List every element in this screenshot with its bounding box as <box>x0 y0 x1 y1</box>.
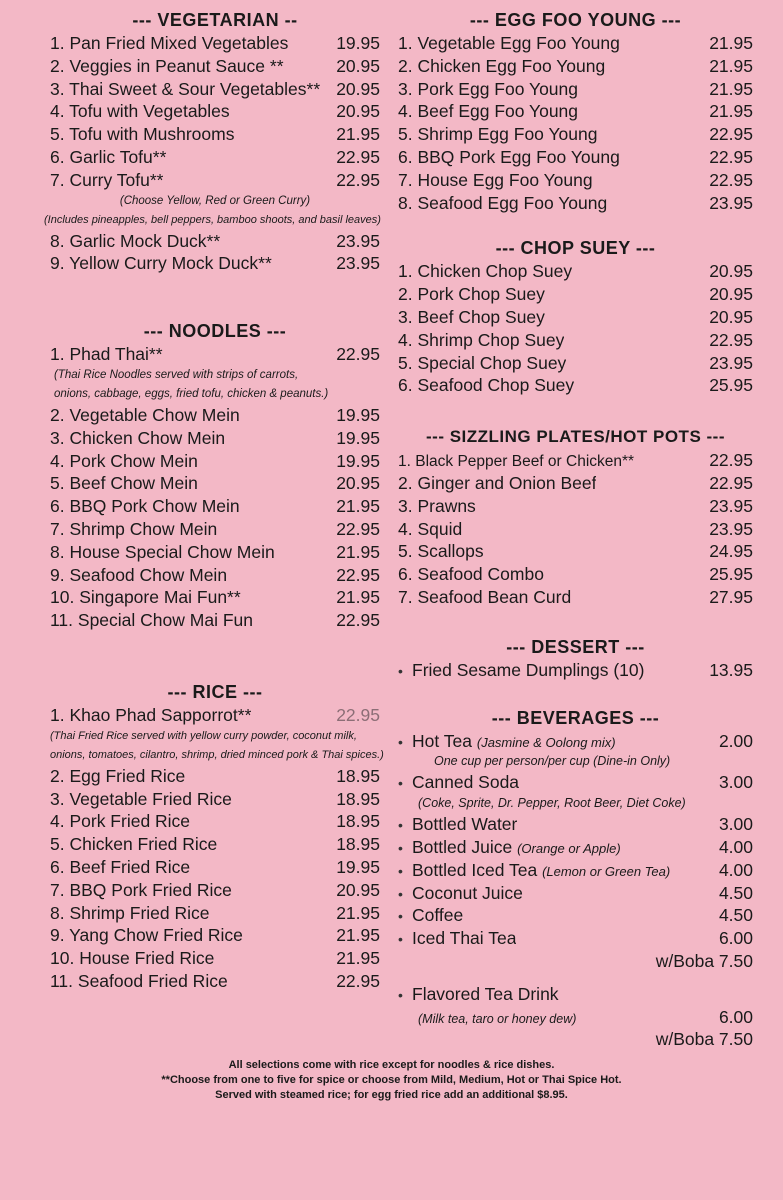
menu-item: 7. House Egg Foo Young 22.95 <box>398 169 753 190</box>
menu-item: 4. Squid 23.95 <box>398 518 753 539</box>
egg-foo-young-heading: --- EGG FOO YOUNG --- <box>469 10 682 30</box>
chop-suey-heading: --- CHOP SUEY --- <box>495 238 656 259</box>
noodles-heading: --- NOODLES --- <box>143 321 287 342</box>
phad-thai-note: (Thai Rice Noodles served with strips of carrots, <box>54 368 299 381</box>
menu-item: 1. Phad Thai** 22.95 <box>50 344 380 365</box>
flavored-tea-boba-price: w/Boba 7.50 <box>655 1029 753 1050</box>
menu-item: 9. Seafood Chow Mein 22.95 <box>50 564 380 585</box>
menu-item: 10. Singapore Mai Fun** 21.95 <box>50 587 380 608</box>
egg-foo-young-section <box>398 8 753 214</box>
menu-item: • Coffee 4.50 <box>398 904 753 927</box>
menu-item: 5. Chicken Fried Rice 18.95 <box>50 834 380 855</box>
menu-item: 5. Special Chop Suey 23.95 <box>398 352 753 373</box>
menu-item: • Bottled Juice (Orange or Apple) 4.00 <box>398 836 753 859</box>
menu-item: 3. Thai Sweet & Sour Vegetables** 20.95 <box>50 78 380 99</box>
sapporrot-note: (Thai Fried Rice served with yellow curry powder, coconut milk, <box>50 729 357 742</box>
menu-item: 8. Shrimp Fried Rice 21.95 <box>50 902 380 923</box>
menu-item: 5. Scallops 24.95 <box>398 541 753 562</box>
menu-item: • Fried Sesame Dumplings (10) 13.95 <box>398 659 753 682</box>
rice-section <box>50 680 384 993</box>
menu-item: 7. BBQ Pork Fried Rice 20.95 <box>50 879 380 900</box>
menu-item: 5. Tofu with Mushrooms 21.95 <box>50 124 380 145</box>
menu-item: • Coconut Juice 4.50 <box>398 882 753 905</box>
menu-item: 11. Seafood Fried Rice 22.95 <box>50 970 380 991</box>
noodles-section <box>50 319 380 632</box>
menu-item: 6. Garlic Tofu** 22.95 <box>50 146 380 167</box>
hot-tea-note: One cup per person/per cup (Dine-in Only) <box>434 754 671 769</box>
flavored-tea-detail: (Milk tea, taro or honey dew) 6.00 <box>418 1006 753 1027</box>
menu-item: • Hot Tea (Jasmine & Oolong mix) 2.00 <box>398 730 753 753</box>
thai-tea-boba-price: w/Boba 7.50 <box>655 950 753 971</box>
menu-item: 4. Pork Fried Rice 18.95 <box>50 811 380 832</box>
menu-item: 6. Seafood Chop Suey 25.95 <box>398 375 753 396</box>
menu-item: 6. Beef Fried Rice 19.95 <box>50 856 380 877</box>
menu-item: 1. Chicken Chop Suey 20.95 <box>398 261 753 282</box>
curry-ingredients-note: (Includes pineapples, bell peppers, bamboo shoots, and basil leaves) <box>44 213 381 226</box>
menu-item: 8. House Special Chow Mein 21.95 <box>50 541 380 562</box>
footer-line-3: Served with steamed rice; for egg fried rice add an additional $8.95. <box>215 1089 568 1101</box>
vegetarian-heading: --- VEGETARIAN -- <box>132 10 298 30</box>
menu-item: 5. Beef Chow Mein 20.95 <box>50 473 380 494</box>
menu-item: 2. Chicken Egg Foo Young 21.95 <box>398 55 753 76</box>
left-column <box>44 8 384 993</box>
curry-note: (Choose Yellow, Red or Green Curry) <box>119 194 311 207</box>
menu-item: 7. Curry Tofu** 22.95 <box>50 169 380 190</box>
menu-item: 1. Khao Phad Sapporrot** 22.95 <box>50 704 380 725</box>
phad-thai-note-2: onions, cabbage, eggs, fried tofu, chicken & peanuts.) <box>54 387 329 400</box>
rice-heading: --- RICE --- <box>167 681 263 702</box>
menu-item: 10. House Fried Rice 21.95 <box>50 948 380 969</box>
menu-item: 2. Vegetable Chow Mein 19.95 <box>50 404 380 425</box>
menu-item: 8. Seafood Egg Foo Young 23.95 <box>398 192 753 213</box>
footer-line-1: All selections come with rice except for noodles & rice dishes. <box>228 1059 555 1071</box>
soda-note: (Coke, Sprite, Dr. Pepper, Root Beer, Diet Coke) <box>418 796 686 811</box>
menu-item: • Flavored Tea Drink <box>398 983 753 1006</box>
menu-item: • Canned Soda 3.00 <box>398 771 753 794</box>
menu-item: 1. Pan Fried Mixed Vegetables 19.95 <box>50 33 380 53</box>
menu-item: 4. Tofu with Vegetables 20.95 <box>50 101 380 122</box>
menu-item: 5. Shrimp Egg Foo Young 22.95 <box>398 124 753 145</box>
menu-item: 7. Seafood Bean Curd 27.95 <box>398 586 753 607</box>
chop-suey-section <box>398 236 753 397</box>
menu-item: 9. Yellow Curry Mock Duck** 23.95 <box>50 253 380 274</box>
menu-item: 2. Egg Fried Rice 18.95 <box>50 765 380 786</box>
footer-notes <box>0 1058 783 1103</box>
menu-item: 4. Pork Chow Mein 19.95 <box>50 450 380 471</box>
menu-item: • Iced Thai Tea 6.00 <box>398 927 753 950</box>
dessert-heading: --- DESSERT --- <box>506 636 645 657</box>
menu-item: 11. Special Chow Mai Fun 22.95 <box>50 610 380 631</box>
menu-item: 3. Chicken Chow Mein 19.95 <box>50 427 380 448</box>
menu-item: 3. Prawns 23.95 <box>398 495 753 516</box>
menu-item: 6. Seafood Combo 25.95 <box>398 564 753 585</box>
menu-item: 2. Veggies in Peanut Sauce ** 20.95 <box>50 55 380 76</box>
sizzling-heading: --- SIZZLING PLATES/HOT POTS --- <box>426 427 725 447</box>
menu-item: 6. BBQ Pork Egg Foo Young 22.95 <box>398 146 753 167</box>
menu-item: 3. Beef Chop Suey 20.95 <box>398 306 753 327</box>
beverages-section <box>398 706 753 1052</box>
menu-item: 7. Shrimp Chow Mein 22.95 <box>50 518 380 539</box>
menu-item: 4. Beef Egg Foo Young 21.95 <box>398 101 753 122</box>
sapporrot-note-2: onions, tomatoes, cilantro, shrimp, dried minced pork & Thai spices.) <box>50 748 384 761</box>
menu-item: 2. Ginger and Onion Beef 22.95 <box>398 472 753 493</box>
sizzling-section <box>398 425 753 609</box>
menu-item: 6. BBQ Pork Chow Mein 21.95 <box>50 496 380 517</box>
menu-item: 3. Pork Egg Foo Young 21.95 <box>398 78 753 99</box>
menu-item: 1. Vegetable Egg Foo Young 21.95 <box>398 33 753 53</box>
menu-item: • Bottled Iced Tea (Lemon or Green Tea) 4.00 <box>398 859 753 882</box>
menu-item: 4. Shrimp Chop Suey 22.95 <box>398 329 753 350</box>
dessert-section <box>398 635 753 682</box>
menu-item: 9. Yang Chow Fried Rice 21.95 <box>50 925 380 946</box>
footer-line-2: **Choose from one to five for spice or choose from Mild, Medium, Hot or Thai Spice Hot. <box>161 1074 622 1086</box>
vegetarian-section <box>44 8 381 275</box>
menu-item: 8. Garlic Mock Duck** 23.95 <box>50 230 380 251</box>
menu-item: 3. Vegetable Fried Rice 18.95 <box>50 788 380 809</box>
menu-item: 2. Pork Chop Suey 20.95 <box>398 284 753 305</box>
menu-item: 1. Black Pepper Beef or Chicken** 22.95 <box>398 450 753 471</box>
right-column <box>398 8 753 1051</box>
beverages-heading: --- BEVERAGES --- <box>491 707 660 728</box>
menu-item: • Bottled Water 3.00 <box>398 813 753 836</box>
